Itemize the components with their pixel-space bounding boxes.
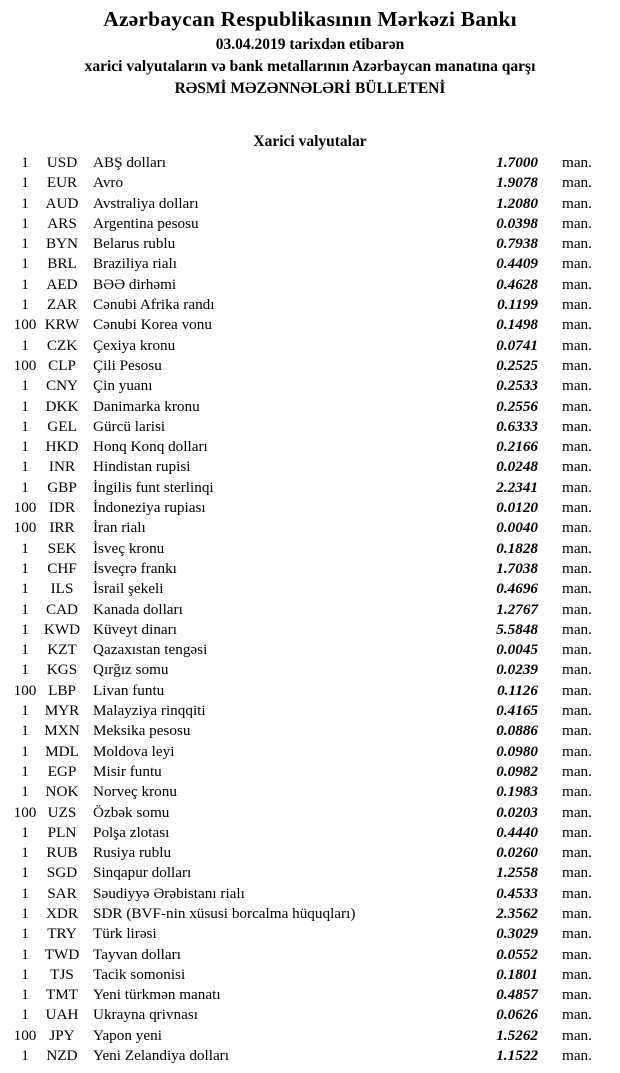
currency-name-cell: Livan funtu [93,681,165,699]
effective-date-line: 03.04.2019 tarixdən etibarən [215,36,405,53]
rate-row [0,681,620,701]
unit-cell: man. [562,519,592,537]
currency-code-cell: ZAR [46,296,78,314]
currency-code-cell: AED [46,275,78,293]
currency-name-cell: BƏƏ dirhəmi [93,275,177,293]
quantity-cell: 1 [21,235,29,253]
currency-name-cell: Yeni türkmən manatı [93,986,221,1004]
rate-value-cell: 0.0626 [496,1006,538,1024]
rate-row [0,234,620,254]
unit-cell: man. [562,478,592,496]
section-title-foreign-currencies: Xarici valyutalar [253,133,367,150]
unit-cell: man. [562,580,592,598]
currency-code-cell: MXN [44,722,80,740]
rate-row [0,518,620,538]
unit-cell: man. [562,803,592,821]
rate-row [0,904,620,924]
rate-value-cell: 5.5848 [496,620,538,638]
currency-name-cell: Sinqapur dolları [93,864,192,882]
currency-code-cell: DKK [45,397,79,415]
currency-name-cell: Tayvan dolları [93,945,181,963]
rate-row [0,275,620,295]
currency-code-cell: CLP [48,356,76,374]
rate-value-cell: 0.0248 [496,458,538,476]
unit-cell: man. [562,559,592,577]
rate-row [0,579,620,599]
quantity-cell: 1 [21,174,29,192]
unit-cell: man. [562,214,592,232]
quantity-cell: 1 [21,438,29,456]
rate-value-cell: 0.4696 [496,580,538,598]
rate-row [0,1046,620,1066]
rate-row [0,965,620,985]
unit-cell: man. [562,742,592,760]
currency-name-cell: İngilis funt sterlinqi [93,478,214,496]
rate-row [0,194,620,214]
currency-name-cell: Belarus rublu [93,235,176,253]
rate-value-cell: 0.0040 [496,519,538,537]
rate-value-cell: 0.0398 [496,214,538,232]
rate-row [0,762,620,782]
rate-row [0,803,620,823]
rate-row [0,742,620,762]
currency-name-cell: Polşa zlotası [93,823,170,841]
quantity-cell: 1 [21,296,29,314]
rate-value-cell: 0.0045 [496,641,538,659]
rate-row [0,336,620,356]
rate-row [0,884,620,904]
unit-cell: man. [562,417,592,435]
rate-value-cell: 0.2166 [496,438,538,456]
rate-row [0,417,620,437]
currency-name-cell: İran rialı [93,519,146,537]
rate-value-cell: 0.4857 [496,986,538,1004]
currency-name-cell: Honq Konq dolları [93,438,208,456]
rate-value-cell: 0.7938 [496,235,538,253]
rate-row [0,153,620,173]
rate-row [0,823,620,843]
currency-code-cell: BRL [47,255,77,273]
quantity-cell: 1 [21,275,29,293]
currency-name-cell: Tacik somonisi [93,965,186,983]
unit-cell: man. [562,397,592,415]
currency-name-cell: SDR (BVF-nin xüsusi borcalma hüquqları) [93,904,356,922]
rate-value-cell: 0.0980 [496,742,538,760]
currency-code-cell: JPY [49,1026,75,1044]
unit-cell: man. [562,356,592,374]
currency-code-cell: TRY [47,925,77,943]
currency-code-cell: XDR [45,904,79,922]
currency-name-cell: Özbək somu [93,803,170,821]
quantity-cell: 1 [21,478,29,496]
rate-row [0,945,620,965]
currency-code-cell: SEK [47,539,77,557]
rate-value-cell: 0.4533 [496,884,538,902]
rate-row [0,1005,620,1025]
currency-name-cell: Malayziya rinqqiti [93,702,206,720]
rate-row [0,924,620,944]
currency-name-cell: İsveç kronu [93,539,165,557]
rate-row [0,782,620,802]
rate-row [0,600,620,620]
currency-code-cell: CHF [47,559,77,577]
currency-code-cell: NOK [45,783,79,801]
rate-value-cell: 0.2525 [496,356,538,374]
unit-cell: man. [562,945,592,963]
unit-cell: man. [562,884,592,902]
unit-cell: man. [562,965,592,983]
quantity-cell: 1 [21,458,29,476]
unit-cell: man. [562,255,592,273]
currency-code-cell: MDL [45,742,79,760]
rate-value-cell: 0.0120 [496,499,538,517]
currency-code-cell: USD [46,154,78,171]
currency-name-cell: Səudiyyə Ərəbistanı rialı [93,884,245,902]
rate-value-cell: 0.3029 [496,925,538,943]
quantity-cell: 1 [21,559,29,577]
unit-cell: man. [562,783,592,801]
quantity-cell: 1 [21,742,29,760]
rate-row [0,315,620,335]
unit-cell: man. [562,600,592,618]
currency-name-cell: Küveyt dinarı [93,620,177,638]
rate-value-cell: 0.1199 [497,296,538,314]
quantity-cell: 1 [21,417,29,435]
unit-cell: man. [562,1026,592,1044]
currency-name-cell: Yapon yeni [93,1026,162,1044]
quantity-cell: 1 [21,986,29,1004]
rate-value-cell: 0.0239 [496,661,538,679]
rate-row [0,863,620,883]
quantity-cell: 1 [21,844,29,862]
currency-name-cell: ABŞ dolları [93,154,166,171]
currency-name-cell: Braziliya rialı [93,255,177,273]
rate-row [0,559,620,579]
rate-row [0,397,620,417]
rate-value-cell: 0.1801 [496,965,538,983]
rate-row [0,539,620,559]
rate-row [0,295,620,315]
unit-cell: man. [562,1047,592,1065]
unit-cell: man. [562,702,592,720]
quantity-cell: 1 [21,762,29,780]
currency-name-cell: Ukrayna qrivnası [93,1006,199,1024]
bulletin-title: RƏSMİ MƏZƏNNƏLƏRİ BÜLLETENİ [174,80,446,97]
currency-name-cell: Çexiya kronu [93,336,176,354]
unit-cell: man. [562,823,592,841]
unit-cell: man. [562,275,592,293]
rate-row [0,478,620,498]
quantity-cell: 1 [21,154,29,171]
rate-value-cell: 0.0552 [496,945,538,963]
quantity-cell: 100 [13,519,37,537]
currency-name-cell: Yeni Zelandiya dolları [93,1047,229,1065]
rate-value-cell: 0.0203 [496,803,538,821]
rate-value-cell: 0.6333 [496,417,538,435]
bank-name-title: Azərbaycan Respublikasının Mərkəzi Bankı [103,7,517,31]
currency-name-cell: Danimarka kronu [93,397,200,415]
rate-row [0,701,620,721]
currency-name-cell: Çili Pesosu [93,356,162,374]
rate-row [0,498,620,518]
unit-cell: man. [562,762,592,780]
currency-name-cell: Rusiya rublu [93,844,172,862]
rate-value-cell: 0.2556 [496,397,538,415]
rate-value-cell: 0.0260 [496,844,538,862]
unit-cell: man. [562,986,592,1004]
quantity-cell: 100 [13,356,37,374]
quantity-cell: 1 [21,783,29,801]
currency-code-cell: ARS [47,214,77,232]
unit-cell: man. [562,499,592,517]
currency-code-cell: GEL [47,417,77,435]
quantity-cell: 1 [21,722,29,740]
quantity-cell: 1 [21,925,29,943]
unit-cell: man. [562,641,592,659]
quantity-cell: 1 [21,884,29,902]
unit-cell: man. [562,377,592,395]
rate-value-cell: 1.2767 [496,600,538,618]
currency-code-cell: LBP [48,681,76,699]
quantity-cell: 1 [21,377,29,395]
quantity-cell: 1 [21,539,29,557]
quantity-cell: 1 [21,823,29,841]
rate-value-cell: 1.7000 [496,154,538,171]
rate-row [0,437,620,457]
rate-value-cell: 0.1828 [496,539,538,557]
unit-cell: man. [562,458,592,476]
quantity-cell: 100 [13,681,37,699]
currency-name-cell: İsrail şekeli [93,580,164,598]
quantity-cell: 1 [21,1006,29,1024]
currency-name-cell: Qırğız somu [93,661,169,679]
quantity-cell: 1 [21,661,29,679]
currency-code-cell: KRW [44,316,80,334]
currency-code-cell: SGD [46,864,78,882]
bulletin-header [0,0,620,100]
unit-cell: man. [562,154,592,171]
unit-cell: man. [562,925,592,943]
currency-code-cell: ILS [50,580,74,598]
rates-table [0,153,620,1066]
quantity-cell: 100 [13,316,37,334]
unit-cell: man. [562,1006,592,1024]
currency-name-cell: Moldova leyi [93,742,175,760]
rate-row [0,457,620,477]
rate-value-cell: 0.0982 [496,762,538,780]
quantity-cell: 1 [21,600,29,618]
quantity-cell: 1 [21,864,29,882]
currency-code-cell: BYN [45,235,79,253]
currency-name-cell: Norveç kronu [93,783,177,801]
currency-name-cell: Çin yuanı [93,377,153,395]
currency-code-cell: HKD [45,438,79,456]
rate-row [0,173,620,193]
quantity-cell: 1 [21,255,29,273]
quantity-cell: 1 [21,904,29,922]
rate-row [0,1026,620,1046]
quantity-cell: 1 [21,336,29,354]
currency-code-cell: UZS [47,803,77,821]
currency-code-cell: EUR [46,174,78,192]
rate-value-cell: 0.4409 [496,255,538,273]
currency-name-cell: Cənubi Korea vonu [93,316,212,334]
currency-code-cell: PLN [47,823,77,841]
rate-value-cell: 1.2558 [496,864,538,882]
rate-value-cell: 0.1498 [496,316,538,334]
unit-cell: man. [562,235,592,253]
rate-row [0,721,620,741]
currency-name-cell: Misir funtu [93,762,162,780]
currency-name-cell: Kanada dolları [93,600,183,618]
currency-name-cell: İsveçrə frankı [93,559,177,577]
currency-code-cell: KWD [43,620,81,638]
rate-value-cell: 0.4628 [496,275,538,293]
quantity-cell: 1 [21,965,29,983]
currency-code-cell: NZD [46,1047,78,1065]
currency-code-cell: INR [48,458,76,476]
unit-cell: man. [562,722,592,740]
rate-row [0,356,620,376]
currency-name-cell: Qazaxıstan tengəsi [93,641,208,659]
rate-row [0,660,620,680]
rate-row [0,214,620,234]
unit-cell: man. [562,194,592,212]
currency-code-cell: TJS [50,965,74,983]
unit-cell: man. [562,174,592,192]
unit-cell: man. [562,661,592,679]
unit-cell: man. [562,316,592,334]
currency-code-cell: EGP [47,762,77,780]
quantity-cell: 1 [21,702,29,720]
unit-cell: man. [562,438,592,456]
currency-code-cell: UAH [45,1006,79,1024]
currency-code-cell: AUD [45,194,79,212]
unit-cell: man. [562,539,592,557]
currency-name-cell: Meksika pesosu [93,722,191,740]
rate-row [0,376,620,396]
currency-code-cell: MYR [44,702,80,720]
currency-name-cell: Argentina pesosu [93,214,199,232]
rate-value-cell: 1.1522 [496,1047,538,1065]
rate-value-cell: 1.7038 [496,559,538,577]
rate-row [0,985,620,1005]
rate-row [0,620,620,640]
quantity-cell: 1 [21,620,29,638]
rate-row [0,640,620,660]
currency-code-cell: SAR [47,884,77,902]
rate-value-cell: 2.3562 [496,904,538,922]
currency-name-cell: İndoneziya rupiası [93,499,206,517]
unit-cell: man. [562,844,592,862]
currency-name-cell: Gürcü larisi [93,417,166,435]
currency-name-cell: Avro [93,174,124,192]
quantity-cell: 1 [21,945,29,963]
currency-code-cell: TMT [45,986,79,1004]
currency-code-cell: KGS [46,661,78,679]
currency-code-cell: GBP [47,478,77,496]
quantity-cell: 100 [13,499,37,517]
unit-cell: man. [562,296,592,314]
rate-value-cell: 0.0886 [496,722,538,740]
unit-cell: man. [562,336,592,354]
unit-cell: man. [562,904,592,922]
currency-code-cell: RUB [46,844,78,862]
currency-name-cell: Avstraliya dolları [93,194,199,212]
quantity-cell: 100 [13,803,37,821]
currency-code-cell: CZK [46,336,78,354]
rate-row [0,254,620,274]
subtitle-line: xarici valyutaların və bank metallarının Azərbaycan manatına qarşı [84,58,536,75]
currency-name-cell: Cənubi Afrika randı [93,296,215,314]
rate-value-cell: 0.1983 [496,783,538,801]
rate-value-cell: 1.5262 [496,1026,538,1044]
quantity-cell: 1 [21,214,29,232]
currency-name-cell: Türk lirəsi [93,925,157,943]
currency-code-cell: IDR [48,499,76,517]
rate-row [0,843,620,863]
quantity-cell: 100 [13,1026,37,1044]
rate-value-cell: 0.4165 [496,702,538,720]
quantity-cell: 1 [21,1047,29,1065]
rate-value-cell: 0.4440 [496,823,538,841]
quantity-cell: 1 [21,397,29,415]
quantity-cell: 1 [21,194,29,212]
rate-value-cell: 0.1126 [497,681,538,699]
rate-value-cell: 0.2533 [496,377,538,395]
quantity-cell: 1 [21,641,29,659]
rate-value-cell: 2.2341 [496,478,538,496]
quantity-cell: 1 [21,580,29,598]
rate-value-cell: 0.0741 [496,336,538,354]
currency-code-cell: KZT [47,641,77,659]
currency-code-cell: CNY [45,377,79,395]
currency-code-cell: TWD [44,945,80,963]
currency-name-cell: Hindistan rupisi [93,458,191,476]
rate-value-cell: 1.9078 [496,174,538,192]
unit-cell: man. [562,681,592,699]
currency-code-cell: IRR [49,519,75,537]
unit-cell: man. [562,620,592,638]
currency-code-cell: CAD [45,600,79,618]
unit-cell: man. [562,864,592,882]
rate-value-cell: 1.2080 [496,194,538,212]
